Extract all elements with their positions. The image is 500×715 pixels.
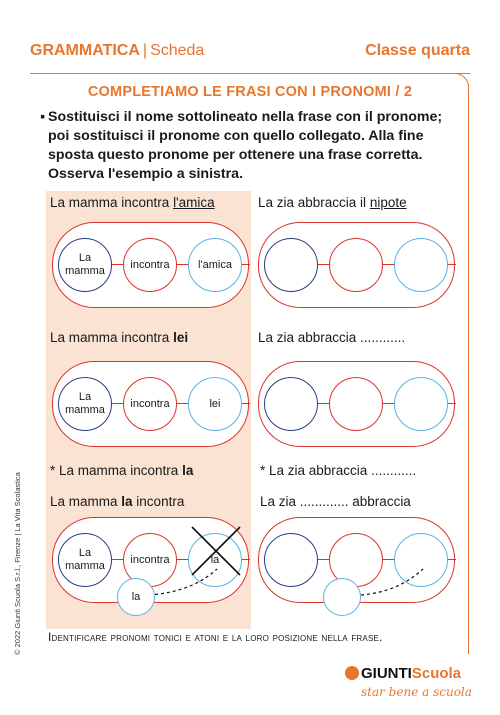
instruction-text [40,108,458,184]
sentence-text: La mamma incontra [50,195,174,210]
sentence-text: La mamma [50,494,122,509]
grade-label: Classe quarta [365,42,470,59]
object-circle-empty[interactable] [394,238,448,292]
exercise-diagram-1 [258,222,455,308]
exercise-sentence-1 [258,195,407,210]
sentence-text: incontra [132,494,185,509]
subject-circle: La mamma [58,377,112,431]
exercise-title: COMPLETIAMO LE FRASI CON I PRONOMI / 2 [87,84,413,100]
exercise-sentence-2: La zia abbraccia ............ [258,330,406,345]
subject-circle: La mamma [58,238,112,292]
example-sentence-3b [50,494,184,509]
verb-circle: incontra [123,238,177,292]
header-left [30,42,204,60]
object-circle-empty[interactable] [394,377,448,431]
example-sentence-2 [50,330,188,345]
pronoun-bold: lei [173,330,189,345]
verb-circle-empty[interactable] [329,238,383,292]
object-circle: l'amica [188,238,242,292]
page-header [30,40,470,70]
verb-circle: incontra [123,533,177,587]
pronoun-bold: la [182,463,194,478]
verb-circle: incontra [123,377,177,431]
bullet-icon: ▪ [40,109,46,125]
example-diagram-2 [52,361,249,447]
subject-circle: La mamma [58,533,112,587]
logo-brand-b: Scuola [411,665,462,682]
logo-slogan: star bene a scuola [361,685,472,699]
example-sentence-3a [50,463,193,478]
copyright-text: © 2022 Giunti Scuola S.r.l., Firenze | La Vita Scolastica [13,472,22,655]
moved-pronoun-circle: la [117,578,155,616]
object-circle: lei [188,377,242,431]
learning-objective: Identificare pronomi tonici e atoni e la loro posizione nella frase. [48,630,383,644]
instruction-body: Sostituisci il nome sottolineato nella frase con il pronome; poi sostituisci il pronome con quello collegato. Alla fine sposta questo pronome per ottenere una frase corretta. Osserva l'esempio a sinistra. [48,109,443,182]
example-sentence-1 [50,195,215,210]
verb-circle-empty[interactable] [329,377,383,431]
exercise-sentence-3a: * La zia abbraccia ............ [260,463,417,478]
sentence-text: La zia abbraccia il [258,195,370,210]
subject-label: GRAMMATICA [30,42,140,59]
logo-brand [361,665,461,682]
exercise-diagram-2 [258,361,455,447]
underlined-noun: l'amica [173,195,215,210]
sentence-text: La mamma incontra [50,330,174,345]
example-diagram-1 [52,222,249,308]
pronoun-bold: la [121,494,133,509]
subject-circle-empty[interactable] [264,238,318,292]
underlined-noun: nipote [369,195,407,210]
sentence-text: * La mamma incontra [50,463,183,478]
subject-circle-empty[interactable] [264,377,318,431]
moved-pronoun-circle-empty[interactable] [323,578,361,616]
object-circle: la [188,533,242,587]
header-separator: | [142,42,148,59]
move-arrow-icon [149,569,217,595]
publisher-logo [345,665,475,705]
giunti-logo-icon [345,666,359,680]
exercise-sentence-3b: La zia ............. abbraccia [260,494,411,509]
logo-brand-a: GIUNTI [361,665,412,682]
move-arrow-icon [361,569,423,595]
sheet-type-label: Scheda [150,42,205,59]
